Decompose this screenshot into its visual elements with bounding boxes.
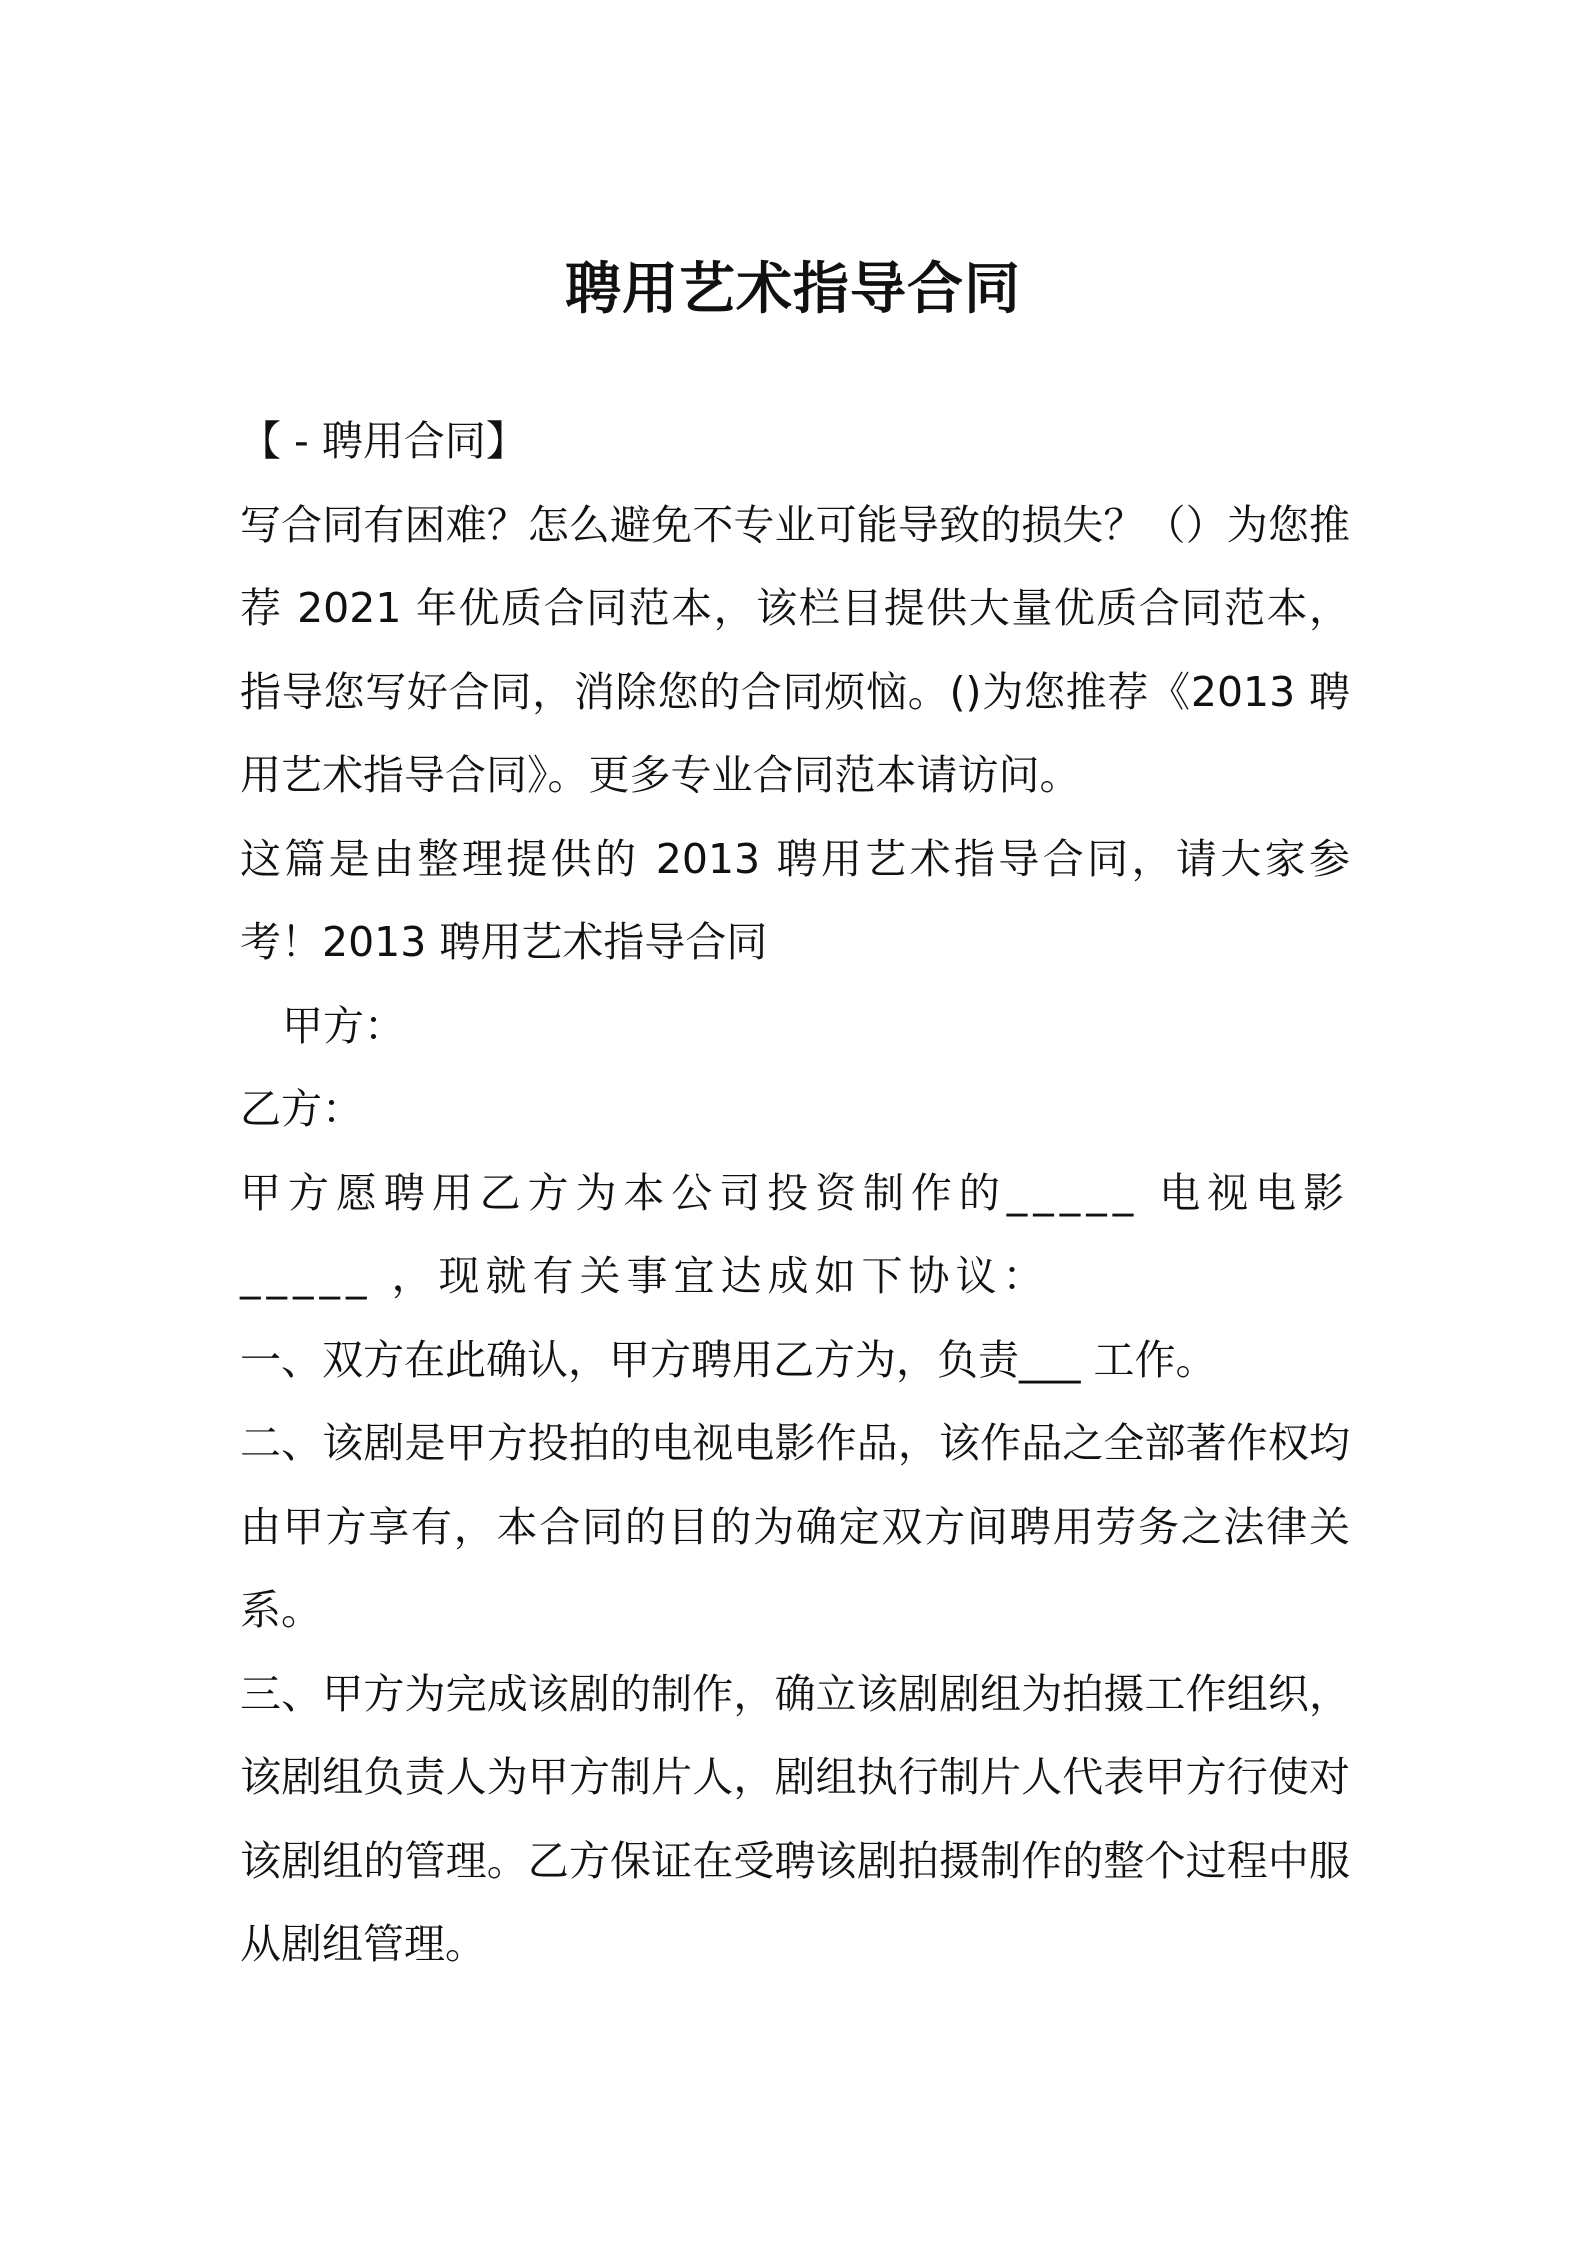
source-paragraph: 这篇是由整理提供的 2013 聘用艺术指导合同，请大家参考！2013 聘用艺术指导合同: [240, 834, 1350, 966]
clause-3: 三、甲方为完成该剧的制作，确立该剧剧组为拍摄工作组织，该剧组负责人为甲方制片人，剧组执行制片人代表甲方行使对该剧组的管理。乙方保证在受聘该剧拍摄制作的整个过程中服从剧组管理。: [240, 1669, 1350, 1968]
document-body: [240, 400, 1350, 1987]
document-title: 聘用艺术指导合同: [565, 257, 1021, 322]
clause-2: 二、该剧是甲方投拍的电视电影作品，该作品之全部著作权均由甲方享有，本合同的目的为确定双方间聘用劳务之法律关系。: [240, 1419, 1350, 1634]
party-b-line: 乙方：: [240, 1085, 363, 1133]
clause-1: 一、双方在此确认，甲方聘用乙方为，负责___ 工作。: [240, 1335, 1217, 1384]
intro-paragraph: 写合同有困难？怎么避免不专业可能导致的损失？（）为您推荐 2021 年优质合同范本，该栏目提供大量优质合同范本，指导您写好合同，消除您的合同烦恼。()为您推荐《2013 聘用艺术指导合同》。更多专业合同范本请访问。: [240, 500, 1350, 799]
agreement-preamble: 甲方愿聘用乙方为本公司投资制作的_____ 电视电影_____ ，现就有关事宜达成如下协议：: [240, 1168, 1350, 1300]
party-a-line: 甲方：: [282, 1001, 405, 1050]
section-heading: 【 - 聘用合同】: [240, 417, 527, 465]
